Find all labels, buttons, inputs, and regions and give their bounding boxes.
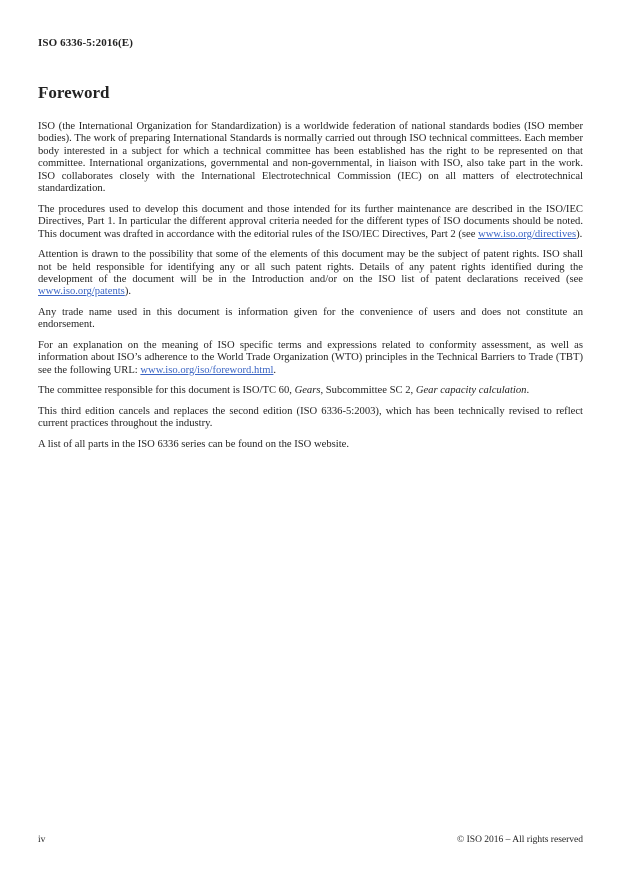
paragraph: [38, 307, 583, 332]
hyperlink[interactable]: www.iso.org/patents: [38, 286, 125, 298]
hyperlink[interactable]: www.iso.org/directives: [478, 228, 577, 240]
page-title: Foreword: [38, 83, 110, 102]
text-run: ).: [124, 286, 131, 298]
text-run: The committee responsible for this document is ISO/TC 60,: [38, 385, 295, 397]
text-run: This third edition cancels and replaces the second edition (ISO 6336-5:2003), which has been technically revised to reflect current practices throughout the industry.: [38, 405, 583, 430]
paragraph: [38, 204, 583, 241]
text-run: A list of all parts in the ISO 6336 series can be found on the ISO website.: [38, 438, 349, 450]
paragraph: [38, 249, 583, 299]
text-run: .: [273, 364, 277, 376]
text-run: Any trade name used in this document is information given for the convenience of users and does not constitute an endorsement.: [38, 306, 583, 331]
text-run: , Subcommittee SC 2,: [320, 385, 416, 397]
hyperlink[interactable]: www.iso.org/iso/foreword.html: [140, 364, 274, 376]
document-body: [38, 121, 583, 459]
text-run: Attention is drawn to the possibility that some of the elements of this document may be the subject of patent rights. ISO shall not be held responsible for identifying any or all such patent rights. Details of any patent rights identified during the development of the document will be in the Introduction and/or on the ISO list of patent declarations received (see: [38, 249, 583, 285]
text-run: ISO (the International Organization for Standardization) is a worldwide federation of national standards bodies (ISO member bodies). The work of preparing International Standards is normally carried out through ISO technical committees. Each member body interested in a subject for which a technical committee has been established has the right to be represented on that committee. International organizations, governmental and non-governmental, in liaison with ISO, also take part in the work. ISO collaborates closely with the International Electrotechnical Commission (IEC) on all matters of electrotechnical standardization.: [38, 121, 583, 195]
text-run: .: [526, 385, 530, 397]
text-run: ).: [576, 228, 583, 240]
paragraph: [38, 385, 583, 397]
paragraph: [38, 439, 583, 451]
paragraph: [38, 121, 583, 196]
document-header: [38, 37, 133, 49]
paragraph: [38, 406, 583, 431]
italic-text: Gears: [294, 385, 321, 397]
page-number: iv: [38, 835, 46, 845]
copyright-notice: © ISO 2016 – All rights reserved: [457, 835, 583, 845]
text-run: The procedures used to develop this document and those intended for its further maintenance are described in the ISO/IEC Directives, Part 1. In particular the different approval criteria needed for the different types of ISO documents should be noted. This document was drafted in accordance with the editorial rules of the ISO/IEC Directives, Part 2 (see: [38, 203, 583, 240]
italic-text: Gear capacity calculation: [415, 385, 527, 397]
document-number: ISO 6336-5:2016(E): [38, 37, 133, 49]
paragraph: [38, 340, 583, 377]
text-run: For an explanation on the meaning of ISO specific terms and expressions related to conformity assessment, as well as information about ISO’s adherence to the World Trade Organization (WTO) principles in the Technical Barriers to Trade (TBT) see the following URL:: [38, 339, 583, 376]
document-footer: [38, 835, 583, 845]
